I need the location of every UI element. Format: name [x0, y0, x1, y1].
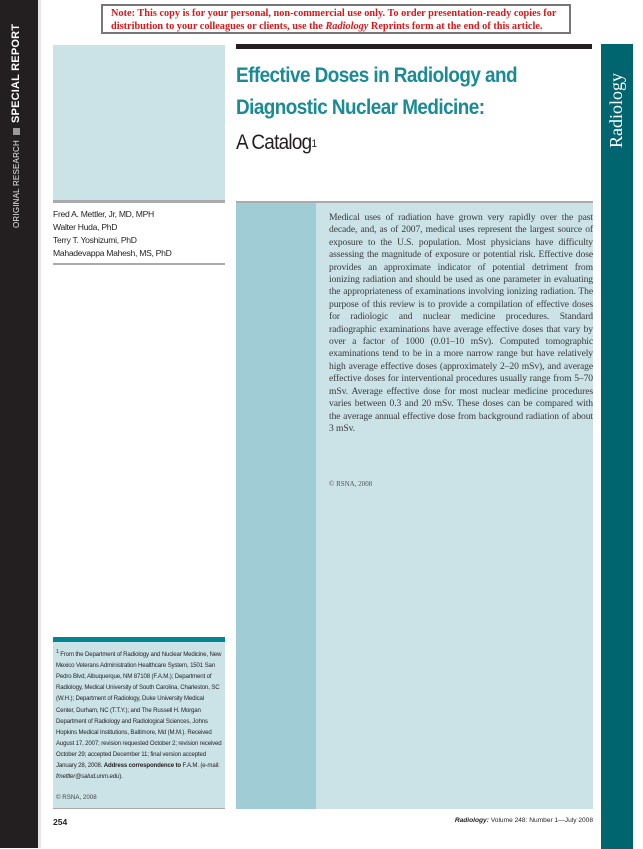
journal-tab-label: Radiology [606, 73, 626, 148]
reprint-notice [101, 4, 571, 34]
authors-rule-bottom [53, 263, 225, 265]
correspondence-email[interactable]: fmettler@salud.unm.edu [56, 773, 120, 781]
footnote-marker: 1 [311, 138, 317, 150]
journal-footer [435, 817, 593, 824]
author: Terry T. Yoshizumi, PhD [53, 235, 137, 245]
article-title [236, 60, 569, 124]
abstract-side-band [236, 203, 316, 809]
section-label [10, 24, 22, 228]
author: Walter Huda, PhD [53, 222, 118, 232]
title-line-1: Effective Doses in Radiology and [236, 64, 517, 87]
section-category: ORIGINAL RESEARCH [11, 139, 21, 228]
journal-side-tab [601, 44, 633, 849]
correspondence-label: Address correspondence to [103, 761, 181, 769]
left-strip-edge [38, 0, 41, 848]
footnote-marker: 1 [56, 649, 59, 655]
footer-journal-name: Radiology: [454, 817, 489, 824]
title-line-2: Diagnostic Nuclear Medicine: [236, 96, 485, 119]
abstract-copyright: © RSNA, 2008 [329, 480, 373, 488]
section-separator-icon [13, 128, 20, 135]
notice-line-2: distribution to your colleagues or clients, use the Radiology Reprints form at the end of this article. [111, 20, 543, 32]
title-rule [236, 44, 592, 49]
section-type: SPECIAL REPORT [10, 23, 22, 123]
top-left-panel [53, 45, 225, 202]
page-number: 254 [53, 817, 68, 827]
author-list [53, 208, 225, 260]
authors-rule-top [53, 201, 225, 203]
notice-journal-name: Radiology [325, 20, 369, 32]
footnote-text: $^1$ From the Department of Radiology and Nuclear Medicine, New Mexico Veterans Administration Healthcare System, 1501 San Pedro Blvd, Albuquerque, NM 87108 (F.A.M.); Department of Radiology, Medical University of South Carolina, Charleston, SC (W.H.); Department of Radiology, Duke University Medical Center, Durham, NC (T.T.Y.); and The Russell H. Morgan Department of Radiology and Radiological Sciences, Johns Hopkins Medical Institutions, Baltimore, Md (M.M.). Received August 17, 2007; revision requested October 2; revision received October 29; accepted December 11; final version accepted January 28, 2008. Address correspondence to F.A.M. (e-mail: fmettler@salud.unm.edu). [56, 649, 222, 781]
footer-issue-info: Volume 248: Number 1—July 2008 [488, 817, 593, 824]
author: Mahadevappa Mahesh, MS, PhD [53, 248, 172, 258]
author: Fred A. Mettler, Jr, MD, MPH [53, 209, 154, 219]
article-subtitle: A Catalog$^1$ [236, 131, 317, 154]
abstract-text: Medical uses of radiation have grown very rapidly over the past decade, and, as of 2007, medical uses represent the largest source of exposure to the U.S. population. Most physicians have difficulty assessing the magnitude of exposure or potential risk. Effective dose provides an approximate indicator of potential detriment from ionizing radiation and should be used as one parameter in evaluating the appropriateness of examinations involving ionizing radiation. The purpose of this review is to provide a compilation of effective doses for radiologic and nuclear medicine procedures. Standard radiographic examinations have average effective doses that vary by over a factor of 1000 (0.01–10 mSv). Computed tomographic examinations tend to be in a more narrow range but have relatively high average effective doses (approximately 2–20 mSv), and average effective doses for interventional procedures usually range from 5–70 mSv. Average effective dose for most nuclear medicine procedures varies between 0.3 and 20 mSv. These doses can be compared with the average annual effective dose from background radiation of about 3 mSv. [329, 212, 593, 434]
footnote-copyright: © RSNA, 2008 [56, 794, 97, 801]
notice-line-1: Note: This copy is for your personal, non-commercial use only. To order presentation-ready copies for [111, 8, 557, 19]
